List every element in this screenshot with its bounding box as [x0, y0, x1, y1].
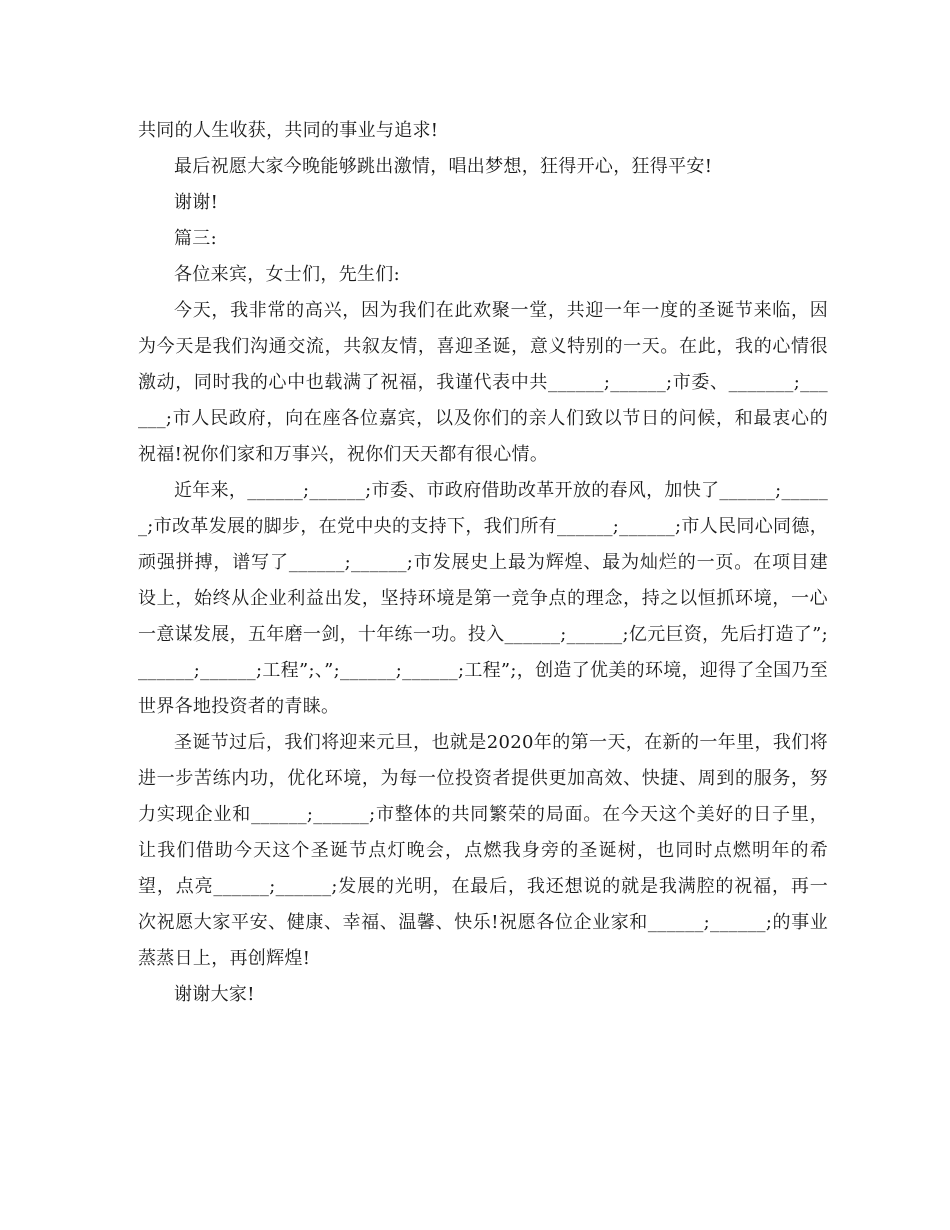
paragraph-opening: 今天，我非常的高兴，因为我们在此欢聚一堂，共迎一年一度的圣诞节来临，因为今天是我们沟通交流，共叙友情，喜迎圣诞，意义特别的一天。在此，我的心情很激动，同时我的心中也载满了祝福，我谨代表中共______;______;市委、_______;______;市人民政府，向在座各位嘉宾，以及你们的亲人们致以节日的问候，和最衷心的祝福!祝你们家和万事兴，祝你们天天都有很心情。 — [138, 300, 828, 465]
paragraph-recent-years: 近年来，______;______;市委、市政府借助改革开放的春风，加快了______;______;市改革发展的脚步，在党中央的支持下，我们所有______;______;市人民同心同德，顽强拼搏，谱写了______;______;市发展史上最为辉煌、最为灿烂的一页。在项目建设上，始终从企业利益出发，坚持环境是第一竞争点的理念，持之以恒抓环境，一心一意谋发展，五年磨一剑，十年练一功。投入______;______;亿元巨资，先后打造了”;______;______;工程”;、”;______;______;工程”;，创造了优美的环境，迎得了全国乃至世界各地投资者的青睐。 — [138, 480, 828, 717]
paragraph-new-year: 圣诞节过后，我们将迎来元旦，也就是2020年的第一天，在新的一年里，我们将进一步苦练内功，优化环境，为每一位投资者提供更加高效、快捷、周到的服务，努力实现企业和______;______;市整体的共同繁荣的局面。在今天这个美好的日子里，让我们借助今天这个圣诞节点灯晚会，点燃我身旁的圣诞树，也同时点燃明年的希望，点亮______;______;发展的光明，在最后，我还想说的就是我满腔的祝福，再一次祝愿大家平安、健康、幸福、温馨、快乐!祝愿各位企业家和______;______;的事业蒸蒸日上，再创辉煌! — [138, 732, 828, 969]
document-body — [138, 113, 828, 1013]
paragraph-thanks: 谢谢! — [174, 192, 219, 213]
section-heading: 篇三: — [174, 228, 217, 249]
paragraph-wishes: 最后祝愿大家今晚能够跳出激情，唱出梦想，狂得开心，狂得平安! — [174, 156, 713, 177]
paragraph-final-thanks: 谢谢大家! — [174, 984, 255, 1005]
paragraph-salutation: 各位来宾，女士们，先生们: — [174, 264, 400, 285]
paragraph-closing-line: 共同的人生收获，共同的事业与追求! — [138, 120, 439, 141]
